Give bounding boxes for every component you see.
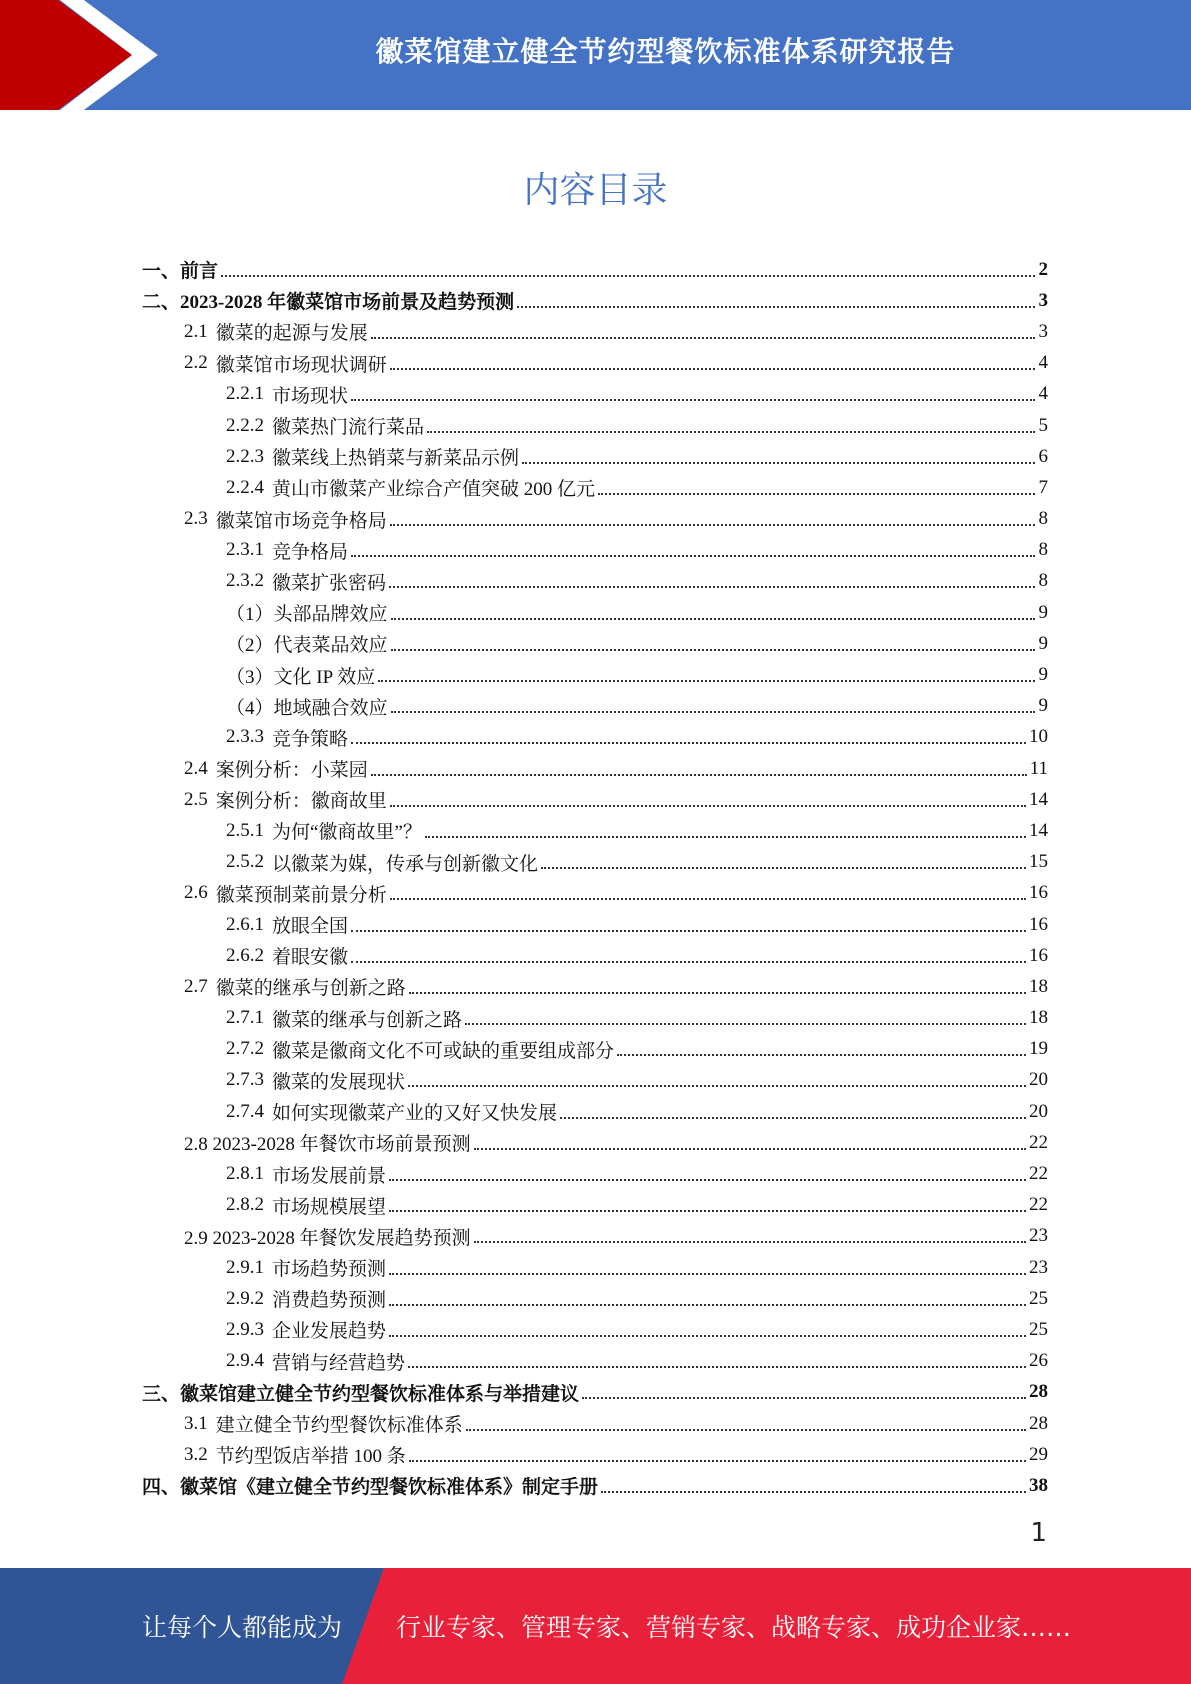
toc-dot-leader [427, 431, 1035, 433]
toc-dot-leader [465, 1023, 1026, 1025]
toc-entry-number: 2.9.1 [226, 1256, 264, 1278]
toc-entry[interactable] [142, 285, 1048, 316]
toc-dot-leader [409, 1460, 1026, 1462]
toc-dot-leader [617, 1054, 1026, 1056]
toc-entry-title: 营销与经营趋势 [272, 1352, 406, 1374]
toc-entry-number: 2.4 [184, 757, 208, 779]
toc-entry[interactable] [142, 753, 1048, 784]
toc-entry-page: 28 [1029, 1381, 1048, 1403]
toc-entry[interactable] [142, 1034, 1048, 1065]
toc-entry-page: 25 [1029, 1287, 1048, 1309]
toc-entry[interactable] [142, 847, 1048, 878]
toc-entry[interactable] [142, 1096, 1048, 1127]
toc-entry-number: 四、 [142, 1477, 181, 1499]
toc-entry[interactable] [142, 1158, 1048, 1189]
toc-entry-page: 3 [1038, 320, 1048, 342]
toc-dot-leader [408, 1085, 1026, 1087]
toc-entry-number: 一、 [142, 261, 181, 283]
toc-dot-leader [408, 1366, 1026, 1368]
toc-entry-number: 2.3 [184, 508, 208, 530]
toc-entry[interactable] [142, 628, 1048, 659]
toc-dot-leader [560, 1117, 1026, 1119]
toc-entry[interactable] [142, 1003, 1048, 1034]
toc-entry-title: 2023-2028 年徽菜馆市场前景及趋势预测 [180, 292, 515, 314]
toc-entry-page: 11 [1029, 757, 1048, 779]
toc-entry-page: 22 [1029, 1163, 1048, 1185]
toc-entry-page: 15 [1029, 851, 1048, 873]
toc-entry-page: 22 [1029, 1131, 1048, 1153]
toc-entry-number: 2.2.2 [226, 414, 264, 436]
toc-entry-page: 14 [1029, 819, 1048, 841]
toc-entry-title: 竞争格局 [272, 541, 349, 563]
toc-entry-page: 6 [1038, 445, 1048, 467]
toc-entry-title: 徽菜扩张密码 [272, 572, 387, 594]
toc-entry-number: 2.7.3 [226, 1069, 264, 1091]
toc-entry-page: 19 [1029, 1038, 1048, 1060]
toc-entry[interactable] [142, 940, 1048, 971]
toc-entry-number: 2.7.2 [226, 1038, 264, 1060]
toc-entry-page: 16 [1029, 913, 1048, 935]
toc-dot-leader [466, 1429, 1026, 1431]
toc-dot-leader [601, 1491, 1026, 1493]
toc-dot-leader [390, 898, 1026, 900]
toc-entry-title: 徽菜的起源与发展 [215, 323, 368, 345]
toc-dot-leader [221, 275, 1035, 277]
toc-entry[interactable] [142, 659, 1048, 690]
toc-dot-leader [474, 1148, 1026, 1150]
toc-entry-title: 市场发展前景 [272, 1165, 387, 1187]
toc-entry-page: 29 [1029, 1443, 1048, 1465]
toc-entry-number: 2.2.4 [226, 476, 264, 498]
toc-entry-title: 案例分析：徽商故里 [215, 791, 387, 813]
toc-entry-page: 18 [1029, 975, 1048, 997]
toc-entry[interactable] [142, 1346, 1048, 1377]
toc-entry[interactable] [142, 472, 1048, 503]
toc-entry-number: 2.6.2 [226, 944, 264, 966]
toc-entry[interactable] [142, 1065, 1048, 1096]
toc-entry-title: 2.9 2023-2028 年餐饮发展趋势预测 [184, 1227, 471, 1249]
toc-entry-title: 徽菜馆建立健全节约型餐饮标准体系与举措建议 [180, 1383, 580, 1405]
toc-entry-title: 徽菜热门流行菜品 [272, 417, 425, 439]
toc-entry-title: 徽菜的发展现状 [272, 1071, 406, 1093]
toc-entry[interactable] [142, 1439, 1048, 1470]
toc-entry[interactable] [142, 441, 1048, 472]
toc-entry-number: 2.8.1 [226, 1163, 264, 1185]
toc-dot-leader [351, 399, 1035, 401]
toc-entry-number: 2.6.1 [226, 913, 264, 935]
toc-entry[interactable] [142, 1252, 1048, 1283]
toc-entry-number: 2.2 [184, 352, 208, 374]
toc-entry[interactable] [142, 597, 1048, 628]
toc-entry-title: 徽菜馆《建立健全节约型餐饮标准体系》制定手册 [180, 1477, 599, 1499]
toc-title: 内容目录 [523, 170, 668, 211]
toc-entry-number: 3.2 [184, 1443, 208, 1465]
toc-entry-title: 徽菜的继承与创新之路 [272, 1009, 463, 1031]
toc-entry-number: 2.3.3 [226, 726, 264, 748]
toc-entry-page: 7 [1038, 476, 1048, 498]
toc-entry-page: 8 [1038, 570, 1048, 592]
toc-entry-page: 9 [1038, 664, 1048, 686]
toc-dot-leader [391, 618, 1035, 620]
toc-entry-title: 消费趋势预测 [272, 1290, 387, 1312]
toc-entry-page: 23 [1029, 1256, 1048, 1278]
toc-dot-leader [390, 524, 1035, 526]
toc-entry[interactable] [142, 1314, 1048, 1345]
toc-entry-title: 如何实现徽菜产业的又好又快发展 [272, 1103, 558, 1125]
toc-entry-number: 2.7 [184, 975, 208, 997]
toc-entry-page: 25 [1029, 1318, 1048, 1340]
toc-entry[interactable] [142, 410, 1048, 441]
toc-entry-title: 前言 [180, 261, 219, 283]
toc-entry[interactable] [142, 1283, 1048, 1314]
toc-dot-leader [389, 1335, 1026, 1337]
toc-entry-number: 2.9.4 [226, 1350, 264, 1372]
header-title: 徽菜馆建立健全节约型餐饮标准体系研究报告 [375, 35, 956, 68]
toc-entry-page: 20 [1029, 1069, 1048, 1091]
toc-entry-number: 三、 [142, 1383, 181, 1405]
toc-entry-number: 3.1 [184, 1412, 208, 1434]
toc-dot-leader [351, 930, 1026, 932]
toc-entry-title: 徽菜的继承与创新之路 [215, 978, 406, 1000]
toc-dot-leader [378, 680, 1035, 682]
toc-entry[interactable] [142, 722, 1048, 753]
toc-entry-page: 18 [1029, 1007, 1048, 1029]
toc-dot-leader [390, 805, 1026, 807]
toc-dot-leader [409, 992, 1026, 994]
toc-entry-title: （4）地域融合效应 [226, 697, 388, 719]
toc-entry[interactable] [142, 1377, 1048, 1408]
toc-entry-number: 2.9.2 [226, 1287, 264, 1309]
toc-dot-leader [389, 586, 1035, 588]
toc-entry[interactable] [142, 1408, 1048, 1439]
toc-entry[interactable] [142, 1221, 1048, 1252]
toc-entry-page: 16 [1029, 882, 1048, 904]
toc-entry-page: 14 [1029, 788, 1048, 810]
page-number: 1 [1030, 1518, 1047, 1548]
toc-dot-leader [389, 1210, 1026, 1212]
toc-entry-page: 23 [1029, 1225, 1048, 1247]
toc-entry-title: 徽菜线上热销菜与新菜品示例 [272, 448, 520, 470]
toc-entry-title: 2.8 2023-2028 年餐饮市场前景预测 [184, 1134, 471, 1156]
toc-entry-page: 38 [1029, 1474, 1048, 1496]
toc-entry-title: （2）代表菜品效应 [226, 635, 388, 657]
toc-entry-title: 为何“徽商故里”？ [272, 822, 422, 844]
toc-entry-page: 4 [1038, 352, 1048, 374]
toc-entry-number: 2.5.2 [226, 851, 264, 873]
toc-entry-page: 10 [1029, 726, 1048, 748]
toc-entry-page: 2 [1038, 258, 1048, 280]
toc-entry-title: 徽菜预制菜前景分析 [215, 884, 387, 906]
toc-entry-title: 市场现状 [272, 385, 349, 407]
toc-entry-page: 26 [1029, 1350, 1048, 1372]
toc-entry[interactable] [142, 535, 1048, 566]
footer-slogan-right: 行业专家、管理专家、营销专家、战略专家、成功企业家…… [396, 1613, 1072, 1642]
toc-dot-leader [474, 1241, 1026, 1243]
toc-dot-leader [425, 836, 1026, 838]
toc-entry-title: 案例分析：小菜园 [215, 760, 368, 782]
footer-slogan-left: 让每个人都能成为 [142, 1613, 343, 1642]
toc-entry-title: 放眼全国 [272, 916, 349, 938]
page-header [0, 0, 1191, 110]
toc-entry-page: 9 [1038, 601, 1048, 623]
toc-entry[interactable] [142, 316, 1048, 347]
toc-entry-page: 8 [1038, 508, 1048, 530]
toc-dot-leader [389, 1304, 1026, 1306]
toc-entry-number: 2.2.1 [226, 383, 264, 405]
toc-entry-number: 2.2.3 [226, 445, 264, 467]
toc-entry-page: 3 [1038, 289, 1048, 311]
toc-entry-title: 徽菜是徽商文化不可或缺的重要组成部分 [272, 1040, 615, 1062]
toc-entry-page: 20 [1029, 1100, 1048, 1122]
toc-entry-page: 22 [1029, 1194, 1048, 1216]
toc-entry-number: 2.7.4 [226, 1100, 264, 1122]
toc-entry-number: 二、 [142, 292, 181, 314]
toc-dot-leader [389, 1273, 1026, 1275]
toc-entry[interactable] [142, 348, 1048, 379]
toc-entry-title: 市场趋势预测 [272, 1259, 387, 1281]
toc-entry-title: 徽菜馆市场竞争格局 [215, 510, 387, 532]
toc-dot-leader [541, 867, 1026, 869]
toc-entry-page: 9 [1038, 632, 1048, 654]
toc-dot-leader [522, 462, 1035, 464]
toc-dot-leader [390, 368, 1035, 370]
toc-entry-title: 市场规模展望 [272, 1196, 387, 1218]
toc-entry[interactable] [142, 878, 1048, 909]
toc-entry-number: 2.9.3 [226, 1318, 264, 1340]
toc-dot-leader [391, 711, 1035, 713]
toc-entry-title: 以徽菜为媒，传承与创新徽文化 [272, 853, 539, 875]
toc-entry-page: 4 [1038, 383, 1048, 405]
toc-dot-leader [598, 493, 1035, 495]
toc-entry[interactable] [142, 566, 1048, 597]
toc-entry-number: 2.5.1 [226, 819, 264, 841]
toc-entry-title: （1）头部品牌效应 [226, 604, 388, 626]
toc-dot-leader [391, 649, 1035, 651]
toc-entry[interactable] [142, 784, 1048, 815]
toc-dot-leader [389, 1179, 1026, 1181]
toc-entry[interactable] [142, 1127, 1048, 1158]
toc-dot-leader [582, 1397, 1026, 1399]
toc-entry[interactable] [142, 815, 1048, 846]
toc-entry[interactable] [142, 691, 1048, 722]
toc-entry[interactable] [142, 254, 1048, 285]
toc-entry-page: 9 [1038, 695, 1048, 717]
toc-entry-number: 2.6 [184, 882, 208, 904]
toc-dot-leader [351, 961, 1026, 963]
toc-entry-number: 2.8.2 [226, 1194, 264, 1216]
toc-dot-leader [517, 306, 1035, 308]
toc-dot-leader [351, 555, 1035, 557]
toc-entry-page: 8 [1038, 539, 1048, 561]
toc-entry-page: 28 [1029, 1412, 1048, 1434]
toc-entry-title: 着眼安徽 [272, 947, 349, 969]
toc-entry-title: 竞争策略 [272, 728, 349, 750]
toc-entry-title: （3）文化 IP 效应 [226, 666, 376, 688]
toc-entry[interactable] [142, 1190, 1048, 1221]
page-footer [0, 1568, 1191, 1684]
toc-dot-leader [351, 742, 1026, 744]
toc-entry[interactable] [142, 909, 1048, 940]
toc-entry-title: 节约型饭店举措 100 条 [215, 1446, 406, 1468]
toc-entry-page: 16 [1029, 944, 1048, 966]
toc-entry[interactable] [142, 1470, 1048, 1501]
toc-entry-number: 2.7.1 [226, 1007, 264, 1029]
toc-entry-number: 2.1 [184, 320, 208, 342]
toc-entry[interactable] [142, 379, 1048, 410]
toc-entry-title: 黄山市徽菜产业综合产值突破 200 亿元 [272, 479, 596, 501]
toc-entry-number: 2.5 [184, 788, 208, 810]
table-of-contents [142, 254, 1048, 1502]
toc-entry-title: 徽菜馆市场现状调研 [215, 354, 387, 376]
toc-entry-title: 企业发展趋势 [272, 1321, 387, 1343]
toc-entry-title: 建立健全节约型餐饮标准体系 [215, 1415, 463, 1437]
toc-entry[interactable] [142, 504, 1048, 535]
toc-entry-number: 2.3.2 [226, 570, 264, 592]
toc-entry[interactable] [142, 971, 1048, 1002]
toc-dot-leader [371, 774, 1027, 776]
toc-entry-page: 5 [1038, 414, 1048, 436]
toc-entry-number: 2.3.1 [226, 539, 264, 561]
toc-dot-leader [371, 337, 1035, 339]
